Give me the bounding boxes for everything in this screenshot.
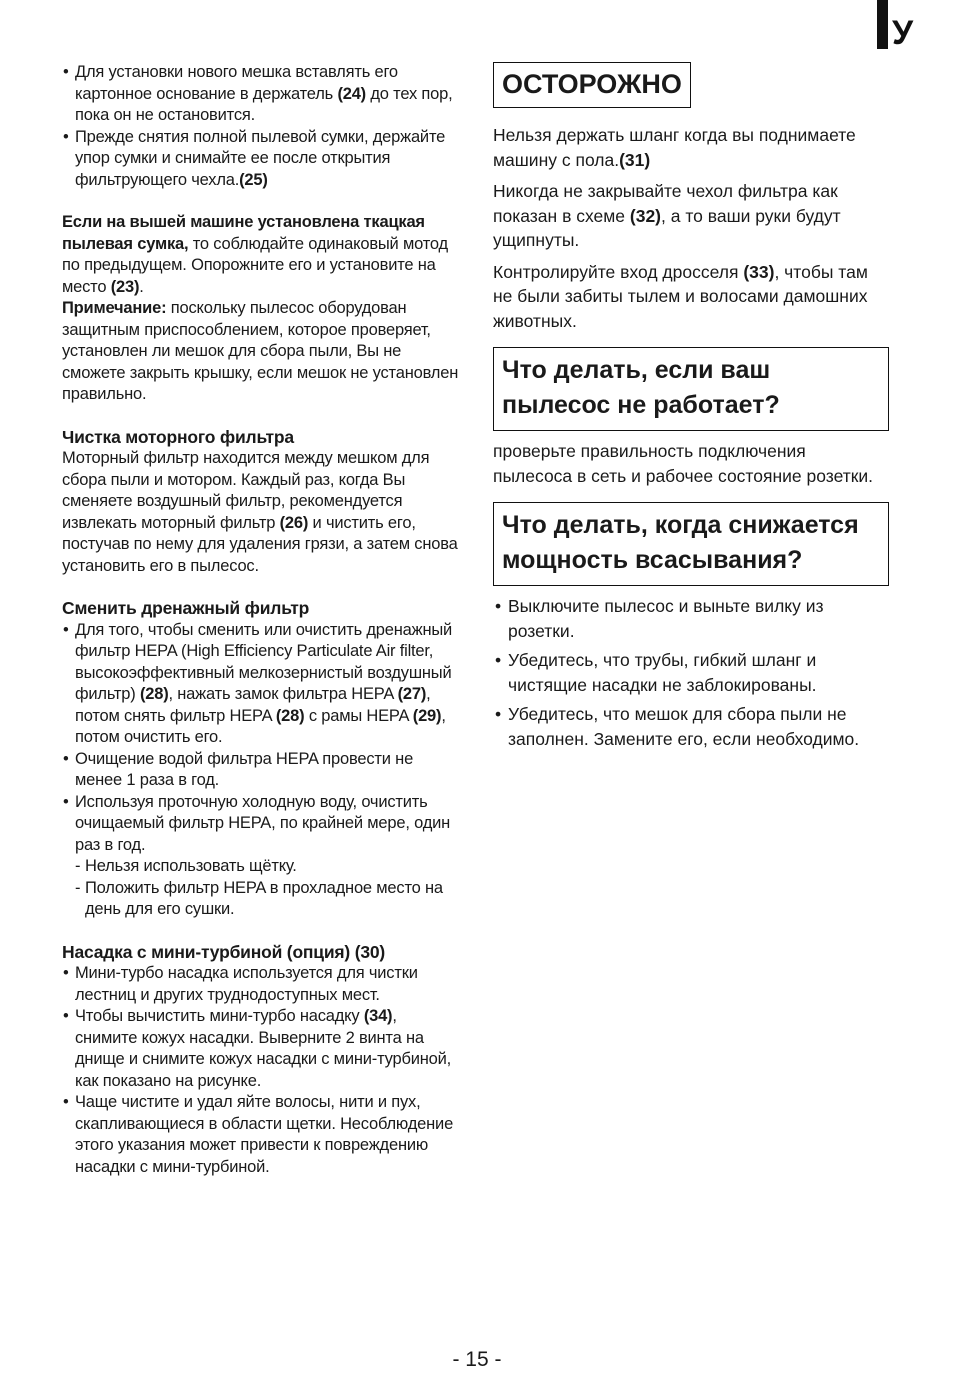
language-tab-bar (877, 0, 888, 49)
caution-title: ОСТОРОЖНО (493, 62, 691, 108)
turbo-heading: Насадка с мини-турбиной (опция) (30) (62, 941, 386, 962)
caution-paragraph: Нельзя держать шланг когда вы поднимаете машину с пола.(31) (493, 125, 856, 170)
right-column (493, 62, 889, 756)
left-column (62, 62, 462, 1178)
drain-filter-heading: Сменить дренажный фильтр (62, 598, 310, 618)
list-item-hepa-cold-water: • Используя проточную холодную воду, очистить очищаемый фильтр HEPA, по крайней мере, один раз в год. (62, 792, 462, 857)
motor-filter-paragraph: Моторный фильтр находится между мешком для сбора пыли и мотором. Каждый раз, когда Вы сменяете воздушный фильтр, рекомендуется извлекать моторный фильтр (26) и чистить его, постучав по нему для удаления грязи, а затем снова установить его в пылесос. (62, 449, 458, 575)
list-item-new-bag: • Для установки нового мешка вставлять его картонное основание в держатель (24) до тех пор, пока он не остановится. (62, 62, 462, 127)
list-item-hepa-wash: • Очищение водой фильтра HEPA провести не менее 1 раза в год. (62, 749, 462, 792)
list-item-turbo-clean: • Чтобы вычистить мини-турбо насадку (34), снимите кожух насадки. Выверните 2 винта на днище и снимите кожух насадки с мини-турбиной, как показано на рисунке. (62, 1006, 462, 1092)
caution-paragraph: Контролируйте вход дросселя (33), чтобы там не были забиты тылем и волосами дамошних животных. (493, 261, 868, 331)
list-item-turbo-hair: • Чаще чистите и удал яйте волосы, нити и пух, скапливающиеся в области щетки. Несоблюдение этого указания может привести к повреждению насадки с мини-турбиной. (62, 1092, 462, 1178)
language-tab-letter: У (892, 14, 914, 52)
note-paragraph: Примечание: поскольку пылесос оборудован защитным приспособлением, которое проверяет, установлен ли мешок для сбора пыли, Вы не сможете закрыть крышку, если мешок не установлен правильно. (62, 299, 459, 403)
list-item-hepa-replace: • Для того, чтобы сменить или очистить дренажный фильтр HEPA (High Efficiency Particulate Air filter, высокоэффективный мелкозернистый воздушный фильтр) (28), нажать замок фильтра HEPA (27), потом снять фильтр HEPA (28) с рамы HEPA (29), потом очистить его. (62, 620, 462, 749)
page-number: - 15 - (452, 1348, 502, 1371)
list-item-no-brush: - Нельзя использовать щётку. (62, 856, 462, 878)
motor-filter-heading: Чистка моторного фильтра (62, 426, 294, 447)
not-working-heading: Что делать, если ваш пылесос не работает? (493, 347, 889, 431)
list-item-turbo-use: • Мини-турбо насадка используется для чистки лестниц и других труднодоступных мест. (62, 963, 462, 1006)
list-item-remove-bag: • Прежде снятия полной пылевой сумки, держайте упор сумки и снимайте ее после открытия фильтрующего чехла.(25) (62, 127, 462, 192)
caution-paragraph: Никогда не закрывайте чехол фильтра как показан в схеме (32), а то ваши руки будут ущипнуты. (493, 181, 841, 250)
list-item-dry-filter: - Положить фильтр HEPA в прохладное место на день для его сушки. (62, 878, 462, 921)
list-item-unplug: • Выключите пылесос и выньте вилку из розетки. (493, 594, 889, 643)
list-item-check-bag: • Убедитесь, что мешок для сбора пыли не заполнен. Замените его, если необходимо. (493, 702, 889, 751)
not-working-paragraph: проверьте правильность подключения пылесоса в сеть и рабочее состояние розетки. (493, 441, 874, 486)
cloth-bag-paragraph: Если на вышей машине установлена ткацкая пылевая сумка, то соблюдайте одинаковый мотод по предыдущем. Опорожните его и установите на место (23). (62, 213, 448, 296)
suction-heading: Что делать, когда снижается мощность всасывания? (493, 502, 889, 586)
list-item-check-hoses: • Убедитесь, что трубы, гибкий шланг и чистящие насадки не заблокированы. (493, 648, 889, 697)
